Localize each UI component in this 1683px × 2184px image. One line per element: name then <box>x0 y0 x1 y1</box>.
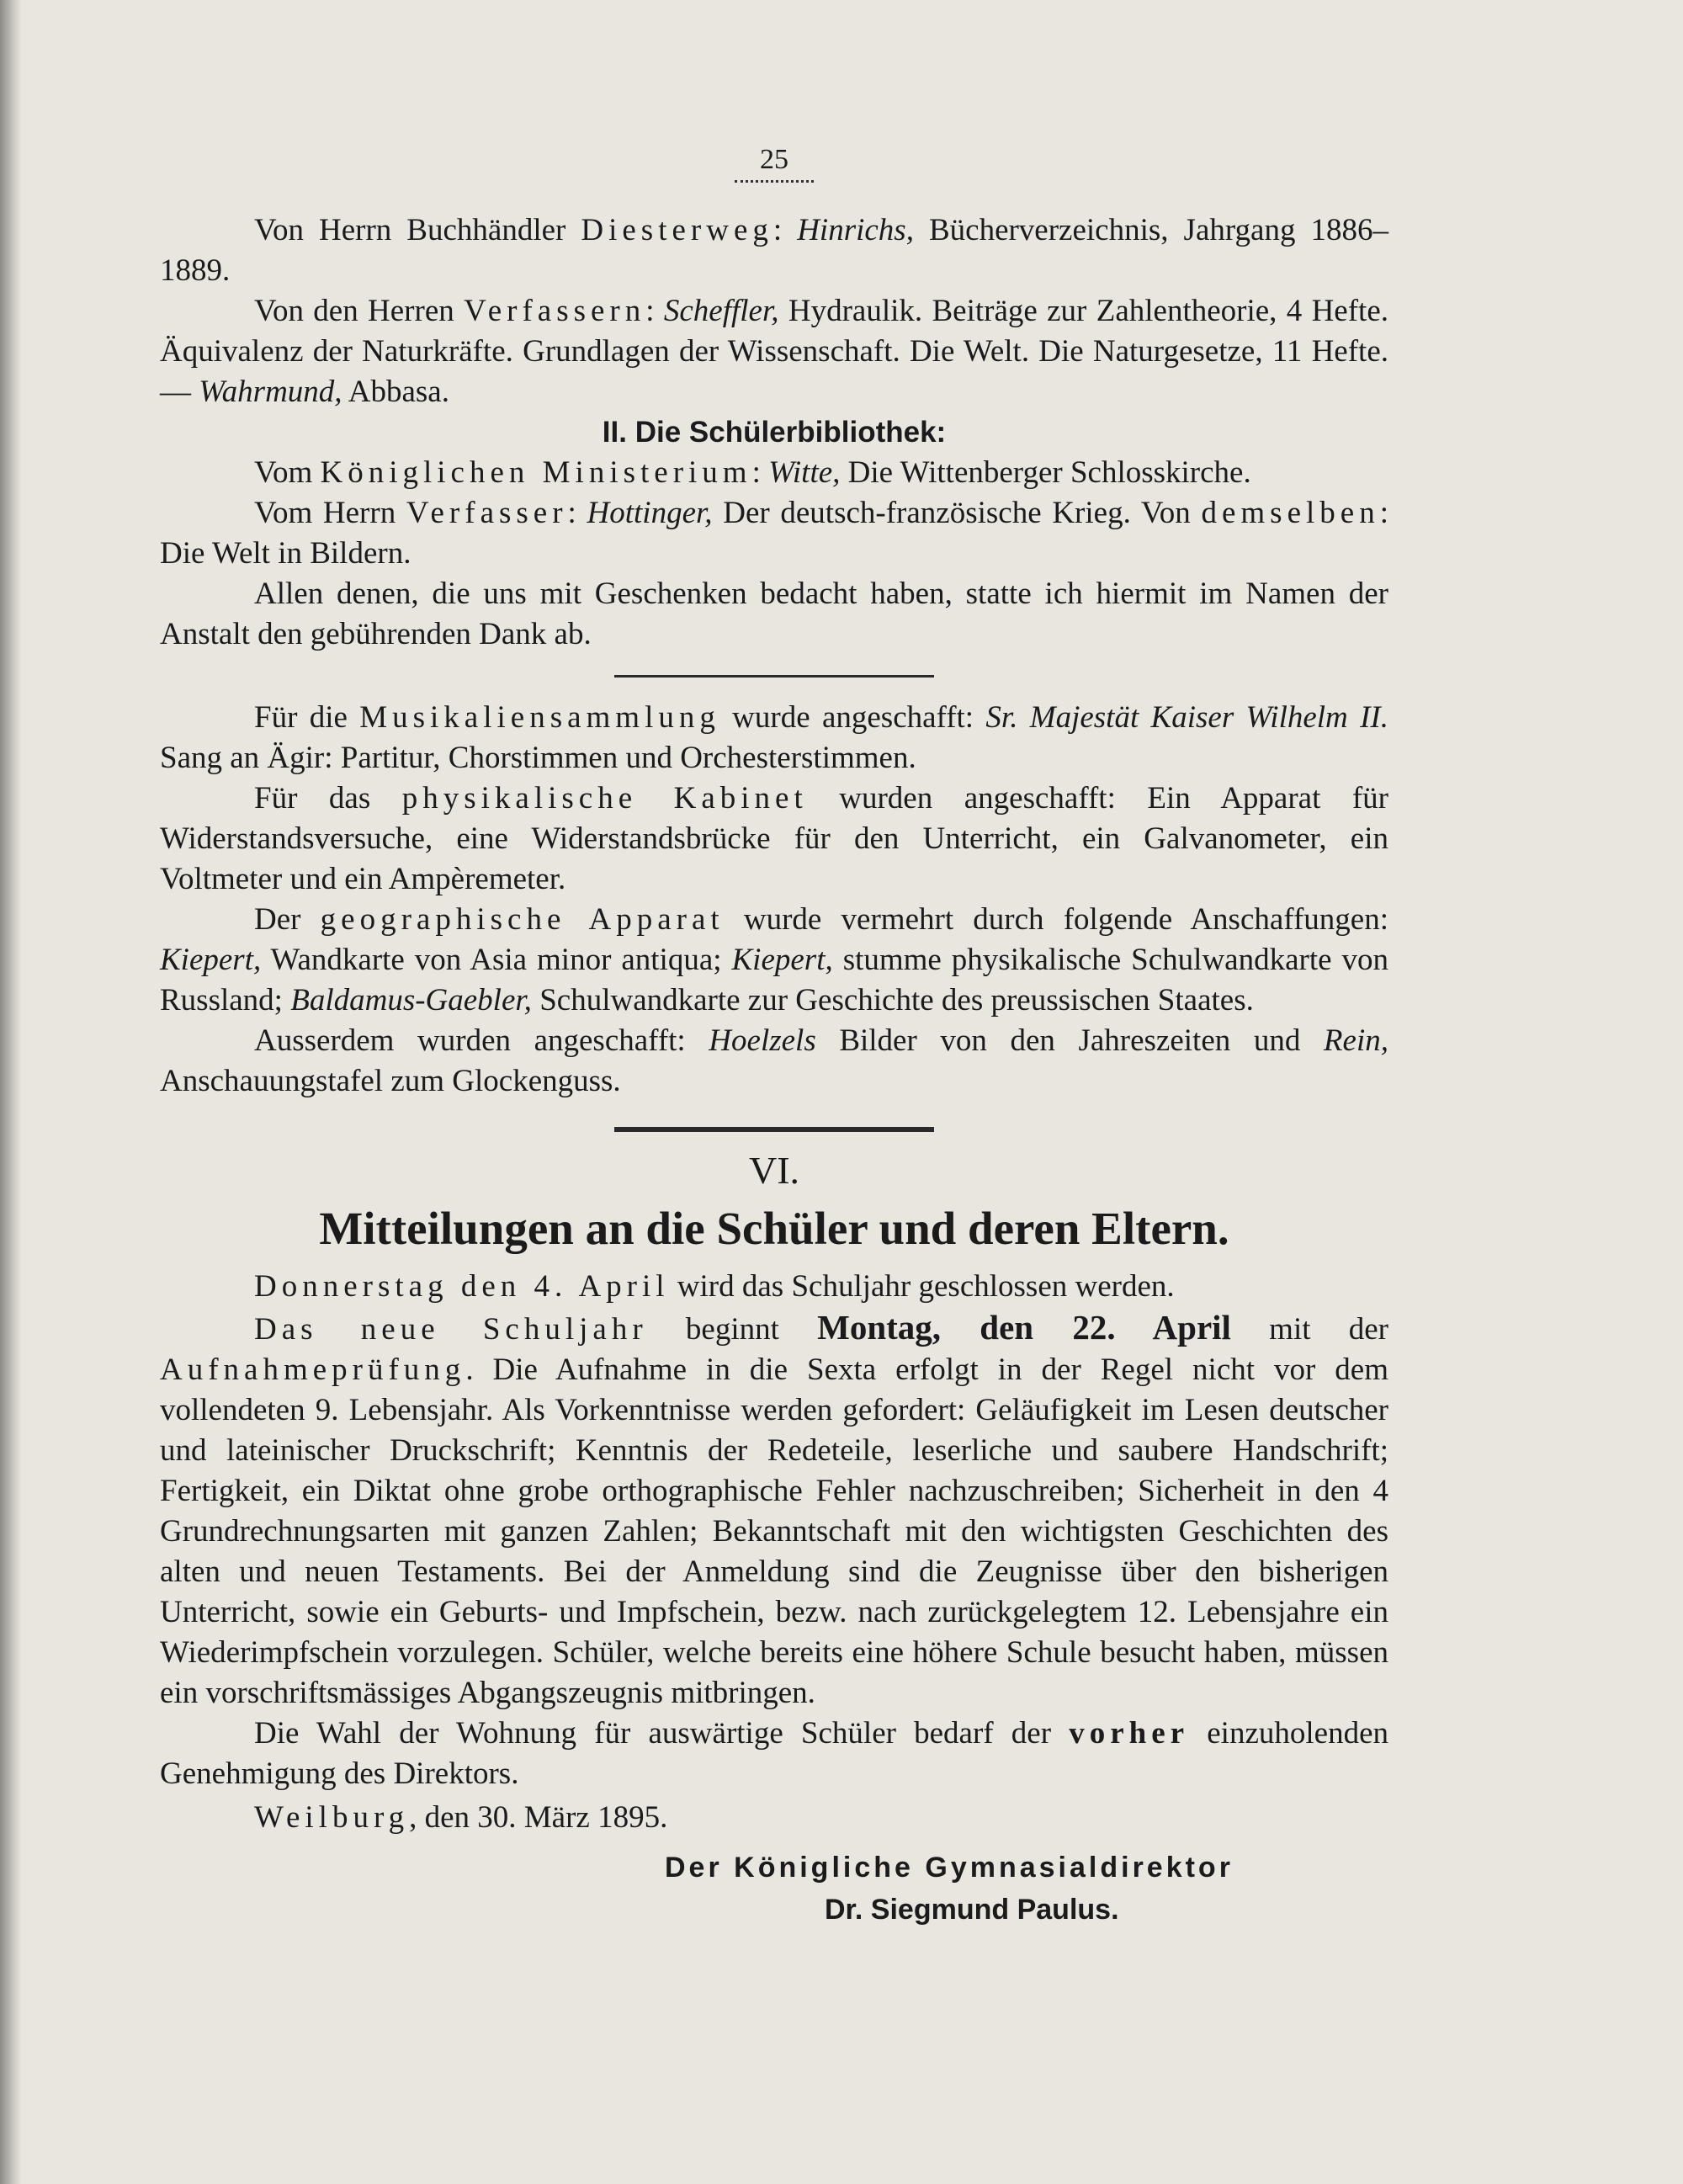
paragraph-ausserdem: Ausserdem wurden angeschafft: Hoelzels Bilder von den Jahreszeiten und Rein, Anschauungstafel zum Glockenguss. <box>160 1023 1388 1098</box>
paragraph-dank: Allen denen, die uns mit Geschenken bedacht haben, statte ich hiermit im Namen der Anstalt den gebührenden Dank ab. <box>160 577 1388 651</box>
paragraph-musikaliensammlung: Für die Musikaliensammlung wurde angeschafft: Sr. Majestät Kaiser Wilhelm II. Sang an Ägir: Partitur, Chorstimmen und Orchesterstimmen. <box>160 700 1388 775</box>
signature-name: Dr. Siegmund Paulus. <box>825 1894 1119 1926</box>
paragraph-diesterweg: Von Herrn Buchhändler Diesterweg: Hinrichs, Bücherverzeichnis, Jahrgang 1886–1889. <box>160 213 1388 288</box>
paragraph-verfassern: Von den Herren Verfassern: Scheffler, Hydraulik. Beiträge zur Zahlentheorie, 4 Hefte. Äquivalenz der Naturkräfte. Grundlagen der Wissenschaft. Die Welt. Die Naturgesetze, 11 Hefte. — Wahrmund, Abbasa. <box>160 294 1388 409</box>
section-title: Mitteilungen an die Schüler und deren Eltern. <box>319 1203 1229 1254</box>
paragraph-aufnahme: Das neue Schuljahr beginnt Montag, den 22. April mit der Aufnahmeprüfung. Die Aufnahme in die Sexta erfolgt in der Regel nicht vor dem vollendeten 9. Lebensjahr. Als Vorkenntnisse werden gefordert: Geläufigkeit im Lesen deutscher und lateinischer Druckschrift; Kenntnis der Redeteile, leserliche und saubere Handschrift; Fertigkeit, ein Diktat ohne grobe orthographische Fehler nachzuschreiben; Sicherheit in den 4 Grundrechnungsarten mit ganzen Zahlen; Bekanntschaft mit den wichtigsten Geschichten des alten und neuen Testaments. Bei der Anmeldung sind die Zeugnisse über den bisherigen Unterricht, sowie ein Geburts- und Impfschein, bezw. nach zurückgelegtem 12. Lebensjahre ein Wiederimpfschein vorzulegen. Schüler, welche bereits eine höhere Schule besucht haben, müssen ein vorschriftsmässiges Abgangszeugnis mitbringen. <box>160 1308 1388 1710</box>
paragraph-wohnung: Die Wahl der Wohnung für auswärtige Schüler bedarf der vorher einzuholenden Genehmigung des Direktors. <box>160 1716 1389 1791</box>
document-page <box>160 143 1388 1931</box>
section-divider <box>614 1127 934 1132</box>
paragraph-kabinet: Für das physikalische Kabinet wurden angeschafft: Ein Apparat für Widerstandsversuche, eine Widerstandsbrücke für den Unterricht, ein Galvanometer, ein Voltmeter und ein Ampèremeter. <box>160 781 1388 896</box>
scan-page-edge <box>0 0 22 2184</box>
section-number: VI. <box>748 1149 800 1192</box>
signature-title: Der Königliche Gymnasialdirektor <box>665 1852 1234 1884</box>
page-number: 25 <box>160 143 1388 177</box>
paragraph-ministerium: Vom Königlichen Ministerium: Witte, Die Wittenberger Schlosskirche. <box>254 455 1251 490</box>
paragraph-geographische-apparat: Der geographische Apparat wurde vermehrt durch folgende Anschaffungen: Kiepert, Wandkarte von Asia minor antiqua; Kiepert, stumme physikalische Schulwandkarte von Russland; Baldamus-Gaebler, Schulwandkarte zur Geschichte des preussischen Staates. <box>160 902 1388 1018</box>
paragraph-schuljahr-schluss: Donnerstag den 4. April wird das Schuljahr geschlossen werden. <box>254 1269 1175 1304</box>
paragraph-hottinger: Vom Herrn Verfasser: Hottinger, Der deutsch-französische Krieg. Von demselben: Die Welt in Bildern. <box>160 496 1388 571</box>
place-date: Weilburg, den 30. März 1895. <box>254 1800 668 1835</box>
signature-block <box>160 1847 1388 1931</box>
divider <box>614 675 934 678</box>
subheading-schuelerbibliothek: II. Die Schülerbibliothek: <box>602 416 947 449</box>
